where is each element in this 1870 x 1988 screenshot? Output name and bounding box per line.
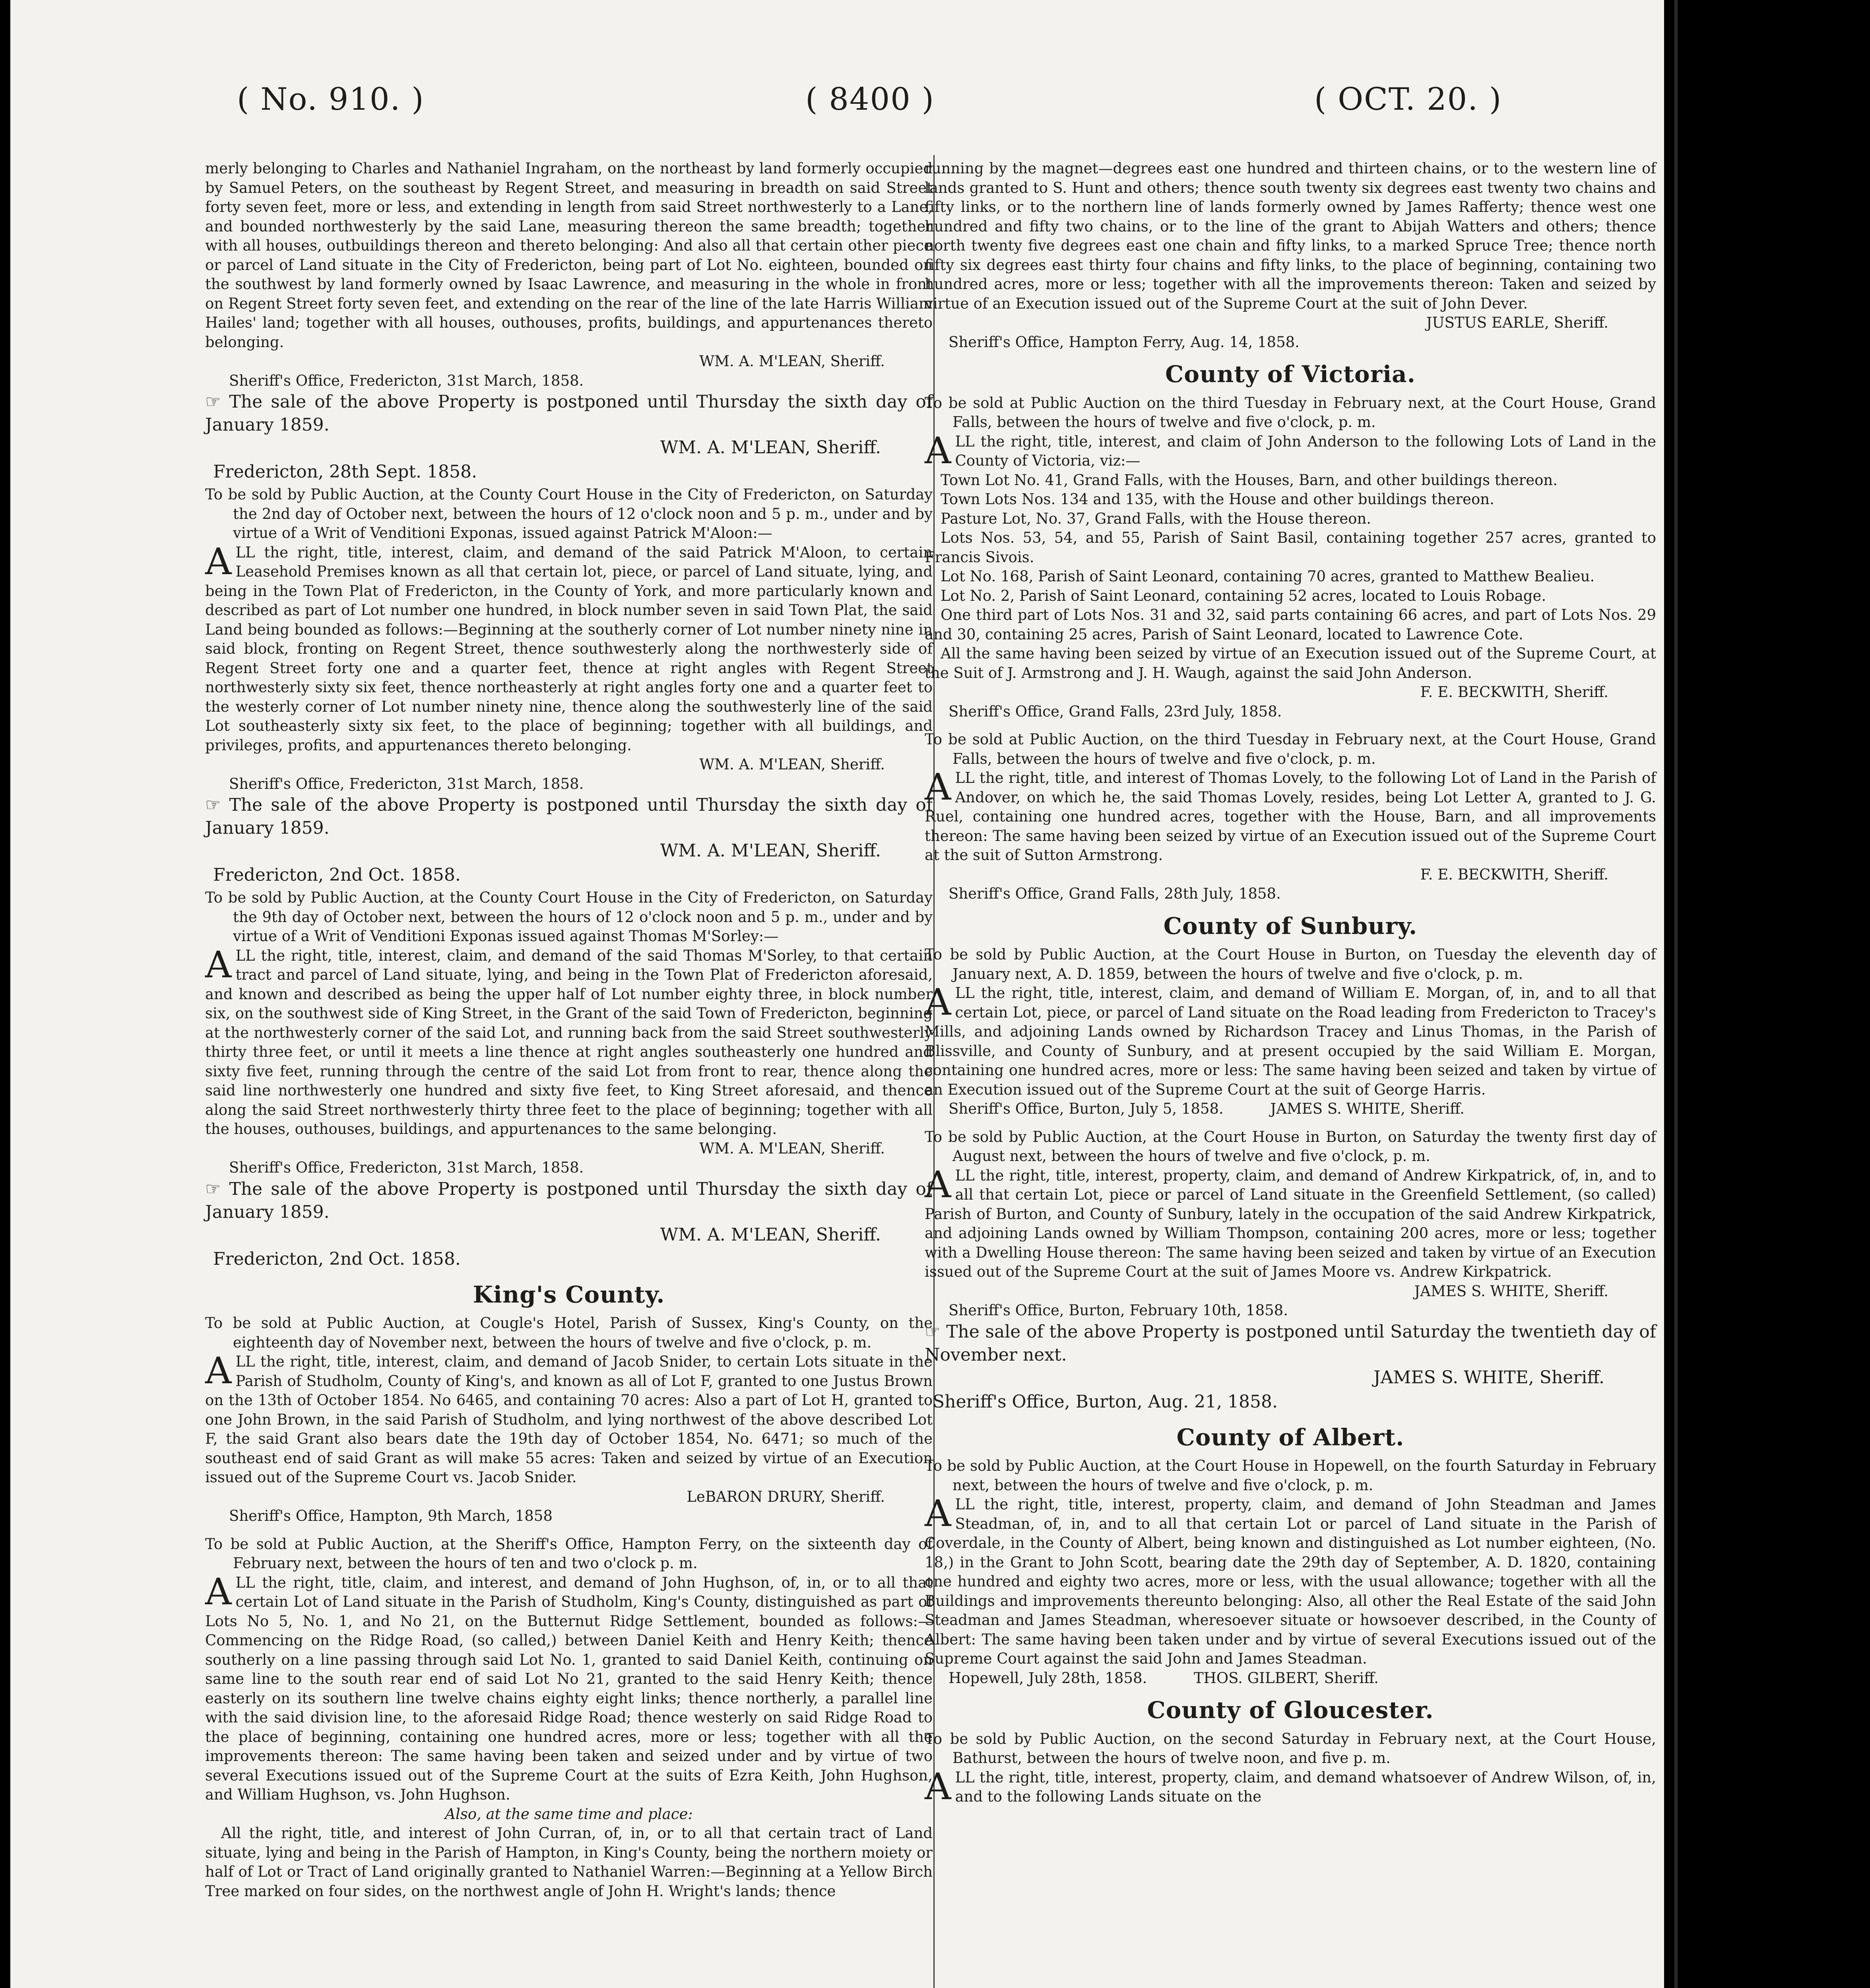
sale-intro: To be sold at Public Auction, at Cougle's Hotel, Parish of Sussex, King's County, on the eighteenth day of November next, between the hours of twelve and five o'clock, p. m. [205,1314,933,1351]
office-date: Sheriff's Office, Burton, July 5, 1858. JAMES S. WHITE, Sheriff. [949,1100,1465,1117]
office-date: Hopewell, July 28th, 1858. THOS. GILBERT, Sheriff. [949,1669,1379,1687]
county-heading: County of Albert. [1176,1423,1404,1451]
notice-body: LL the right, title, and interest of Thomas Lovely, to the following Lot of Land in the Parish of Andover, on which he, the said Thomas Lovely, resides, being Lot Letter A, granted to J. G. Ruel, containing one hundred acres, together with the House, Barn, and all improvements thereon: The same having been seized by virtue of an Execution issued out of the Supreme Court at the suit of Sutton Armstrong. [925,769,1656,864]
notice-body: LL the right, title, interest, property, claim, and demand of Andrew Kirkpatrick, of, in, and to all that certain Lot, piece or parcel of Land situate in the Greenfield Settlement, (so called) Parish of Burton, and County of Sunbury, lately in the occupation of the said Andrew Kirkpatrick, and adjoining Lands owned by William Thompson, containing 200 acres, more or less; together with a Dwelling House thereon: The same having been seized and taken by virtue of an Execution issued out of the Supreme Court at the suit of James Moore vs. Andrew Kirkpatrick. [925,1167,1656,1280]
notice-text: merly belonging to Charles and Nathaniel Ingraham, on the northeast by land formerly occupied by Samuel Peters, on the southeast by Regent Street, and measuring in breadth on said Street forty seven feet, more or less, and extending in length from said Street northwesterly to a Lane, and bounded northwesterly by the said Lane, measuring thereon the same breadth; together with all houses, outbuildings thereon and thereto belonging: And also all that certain other piece or parcel of Land situate in the City of Fredericton, being part of Lot No. eighteen, bounded on the southwest by land formerly owned by Isaac Lawrence, and measuring in the whole in front on Regent Street forty seven feet, and extending on the rear of the line of the late Harris William Hailes' land; together with all houses, outhouses, profits, buildings, and appurtenances thereto belonging. [205,160,933,351]
notice-text [205,1349,933,1487]
notice-body: LL the right, title, interest, property, claim, and demand whatsoever of Andrew Wilson, of, in, and to the following Lands situate on the [955,1769,1656,1805]
also-subheading: Also, at the same time and place: [445,1805,693,1823]
county-heading: County of Victoria. [1165,361,1416,388]
notice-date: Fredericton, 2nd Oct. 1858. [213,1248,461,1269]
sheriff-signature: JUSTUS EARLE, Sheriff. [1426,314,1608,331]
drop-cap: A [925,1163,951,1206]
lot-line: Town Lots Nos. 134 and 135, with the House and other buildings thereon. [941,491,1494,508]
office-date: Sheriff's Office, Burton, February 10th, 1858. [949,1302,1288,1319]
drop-cap: A [205,1570,232,1613]
lot-line: Pasture Lot, No. 37, Grand Falls, with the House thereon. [941,510,1371,527]
notice-text [925,981,1656,1099]
notice-body: LL the right, title, interest, claim, and demand of William E. Morgan, of, in, and to all that certain Lot, piece, or parcel of Land situate on the Road leading from Fredericton to Tracey's Mills, and adjoining Lands owned by Richardson Tracey and Linus Thomas, in the Parish of Blissville, and County of Sunbury, and at present occupied by the said William E. Morgan, containing one hundred acres, more or less: The same having been seized and taken by virtue of an Execution issued out of the Supreme Court at the suit of George Harris. [925,984,1656,1098]
notice-body: LL the right, title, interest, claim, and demand of the said Patrick M'Aloon, to certain Leasehold Premises known as all that certain lot, piece, or parcel of Land situate, lying, and being in the Town Plat of Fredericton, in the County of York, and more particularly known and described as part of Lot number one hundred, in block number seven in said Town Plat, the said Land being bounded as follows:—Beginning at the southerly corner of Lot number ninety nine in said block, fronting on Regent Street, thence southwesterly along the northwesterly side of Regent Street forty one and a quarter feet, thence at right angles with Regent Street northwesterly sixty six feet, thence northeasterly at right angles forty one and a quarter feet to the westerly corner of Lot number ninety nine, thence along the southwesterly line of the said Lot southeasterly sixty six feet, to the place of beginning; together with all buildings, and privileges, profits, and appurtenances thereto belonging. [205,544,933,754]
sale-intro: To be sold by Public Auction, at the County Court House in the City of Fredericton, on Saturday the 2nd day of October next, between the hours of 12 o'clock noon and 5 p. m., under and by virtue of a Writ of Venditioni Exponas, issued against Patrick M'Aloon:— [205,486,933,542]
drop-cap: A [925,981,951,1023]
lot-line: All the same having been seized by virtue of an Execution issued out of the Supreme Court, at the Suit of J. Armstrong and J. H. Waugh, against the said John Anderson. [925,645,1656,681]
sale-intro: To be sold at Public Auction, on the third Tuesday in February next, at the Court House, Grand Falls, between the hours of twelve and five o'clock, p. m. [925,731,1656,767]
office-date: Sheriff's Office, Grand Falls, 23rd July, 1858. [949,703,1282,720]
sale-intro: To be sold at Public Auction, at the Sheriff's Office, Hampton Ferry, on the sixteenth day of February next, between the hours of ten and two o'clock p. m. [205,1535,933,1572]
lot-line: Lots Nos. 53, 54, and 55, Parish of Saint Basil, containing together 257 acres, granted to Francis Sivois. [925,529,1656,566]
sale-intro: To be sold by Public Auction, at the Court House in Burton, on Tuesday the eleventh day of January next, A. D. 1859, between the hours of twelve and five o'clock, p. m. [925,946,1656,982]
office-date: Sheriff's Office, Grand Falls, 28th July, 1858. [949,885,1281,902]
lot-line: One third part of Lots Nos. 31 and 32, said parts containing 66 acres, and part of Lots Nos. 29 and 30, containing 25 acres, Parish of Saint Leonard, located to Lawrence Cote. [925,606,1656,643]
page-edge [1674,0,1678,1988]
drop-cap: A [205,943,232,986]
notice-text: All the right, title, and interest of John Curran, of, in, or to all that certain tract of Land situate, lying and being in the Parish of Hampton, in King's County, being the northern moiety or half of Lot or Tract of Land originally granted to Nathaniel Warren:—Beginning at a Yellow Birch Tree marked on four sides, on the northwest angle of John H. Wright's lands; thence [205,1825,933,1900]
notice-text [925,1492,1656,1669]
drop-cap: A [205,540,232,583]
drop-cap: A [205,1349,232,1392]
notice-text [205,540,933,755]
drop-cap: A [925,429,951,472]
notice-text [925,1163,1656,1282]
lot-line: Lot No. 2, Parish of Saint Leonard, containing 52 acres, located to Louis Robage. [941,587,1546,604]
sale-intro: To be sold by Public Auction, at the Court House in Burton, on Saturday the twenty first day of August next, between the hours of twelve and five o'clock, p. m. [925,1128,1656,1165]
notice-body: LL the right, title, interest, claim, and demand of Jacob Snider, to certain Lots situate in the Parish of Studholm, County of King's, and known as all of Lot F, granted to one Justus Brown on the 13th of October 1854. No 6465, and containing 70 acres: Also a part of Lot H, granted to one John Brown, in the said Parish of Studholm, and lying northwest of the above described Lot F, the said Grant also bears date the 19th day of October 1854, No. 6471; so much of the southeast end of said Grant as will make 55 acres: Taken and seized by virtue of an Execution issued out of the Supreme Court vs. Jacob Snider. [205,1353,933,1486]
sale-intro: To be sold by Public Auction, at the County Court House in the City of Fredericton, on Saturday the 9th day of October next, between the hours of 12 o'clock noon and 5 p. m., under and by virtue of a Writ of Venditioni Exponas issued against Thomas M'Sorley:— [205,889,933,945]
drop-cap: A [925,766,951,808]
notice-body: LL the right, title, interest, claim, and demand of the said Thomas M'Sorley, to that certain tract and parcel of Land situate, lying, and being in the Town Plat of Fredericton aforesaid, and known and described as being the upper half of Lot number eighty three, in block number six, on the southwest side of King Street, in the Grant of the said Town of Fredericton, beginning at the northwesterly corner of the said Lot, and running back from the said Street southwesterly thirty three feet, or until it meets a line thence at right angles southeasterly one hundred and sixty five feet, running through the centre of the said Lot from front to rear, thence along the said line northwesterly one hundred and sixty five feet, to King Street aforesaid, and thence along the said Street northwesterly thirty three feet to the place of beginning; together with all the houses, outhouses, buildings, and appurtenances to the same belonging. [205,947,933,1138]
postponement-notice: ☞ The sale of the above Property is postponed until Thursday the sixth day of January 1859. [205,795,933,838]
sheriff-signature: JAMES S. WHITE, Sheriff. [1414,1282,1608,1300]
notice-text [205,1570,933,1805]
lot-line: Lot No. 168, Parish of Saint Leonard, containing 70 acres, granted to Matthew Bealieu. [941,568,1595,585]
notice-text [925,429,1656,472]
office-date: Sheriff's Office, Hampton, 9th March, 1858 [229,1507,553,1524]
lot-line: Town Lot No. 41, Grand Falls, with the Houses, Barn, and other buildings thereon. [941,471,1558,489]
sheriff-signature: LeBARON DRURY, Sheriff. [687,1488,885,1505]
sheriff-signature: F. E. BECKWITH, Sheriff. [1420,866,1608,883]
postponement-notice: ☞ The sale of the above Property is postponed until Thursday the sixth day of January 1859. [205,392,933,435]
issue-date: ( OCT. 20. ) [1314,82,1502,117]
left-column [205,159,933,1901]
office-date: Sheriff's Office, Fredericton, 31st March, 1858. [229,372,584,389]
notice-date: Fredericton, 28th Sept. 1858. [213,462,477,482]
notice-text [925,766,1656,865]
office-date: Sheriff's Office, Fredericton, 31st March, 1858. [229,1159,584,1176]
postponement-notice: ☞ The sale of the above Property is postponed until Saturday the twentieth day of November next. [925,1321,1656,1365]
county-heading: County of Gloucester. [1147,1697,1434,1724]
county-heading: King's County. [473,1281,665,1308]
newspaper-page [10,0,1664,1988]
sheriff-signature: JAMES S. WHITE, Sheriff. [1373,1367,1604,1388]
sale-intro: To be sold by Public Auction, on the second Saturday in February next, at the Court House, Bathurst, between the hours of twelve noon, and five p. m. [925,1730,1656,1767]
notice-text [925,1765,1656,1808]
sheriff-signature: WM. A. M'LEAN, Sheriff. [699,756,885,773]
sheriff-signature: WM. A. M'LEAN, Sheriff. [699,353,885,370]
drop-cap: A [925,1492,951,1535]
issue-number: ( No. 910. ) [237,82,425,117]
notice-text [205,943,933,1139]
notice-body: LL the right, title, claim, and interest, and demand of John Hughson, of, in, or to all that certain Lot of Land situate in the Parish of Studholm, King's County, distinguished as part of Lots No 5, No. 1, and No 21, on the Butternut Ridge Settlement, bounded as follows:—Commencing on the Ridge Road, (so called,) between Daniel Keith and Henry Keith; thence southerly on a line passing through said Lot No. 1, granted to said Daniel Keith, continuing on same line to the south rear end of said Lot No 21, granted to the said Henry Keith; thence easterly on its southern line twelve chains eighty eight links; thence northerly, a parallel line with the said division line, to the aforesaid Ridge Road; thence westerly on said Ridge Road to the place of beginning, containing one hundred acres, more or less; together with all the improvements thereon: The same having been taken and seized under and by virtue of two several Executions issued out of the Supreme Court at the suits of Ezra Keith, John Hughson, and William Hughson, vs. John Hughson. [205,1574,933,1803]
sale-intro: To be sold at Public Auction on the third Tuesday in February next, at the Court House, Grand Falls, between the hours of twelve and five o'clock, p. m. [925,394,1656,431]
notice-date: Sheriff's Office, Burton, Aug. 21, 1858. [933,1391,1278,1412]
sheriff-signature: WM. A. M'LEAN, Sheriff. [660,1224,881,1245]
page-number: ( 8400 ) [805,82,935,117]
sheriff-signature: WM. A. M'LEAN, Sheriff. [699,1140,885,1157]
drop-cap: A [925,1765,951,1808]
postponement-notice: ☞ The sale of the above Property is postponed until Thursday the sixth day of January 1859. [205,1178,933,1222]
county-heading: County of Sunbury. [1163,912,1418,940]
notice-date: Fredericton, 2nd Oct. 1858. [213,865,461,885]
notice-body: LL the right, title, interest, and claim of John Anderson to the following Lots of Land in the County of Victoria, viz:— [955,433,1656,469]
sheriff-signature: F. E. BECKWITH, Sheriff. [1420,683,1608,701]
sale-intro: To be sold by Public Auction, at the Court House in Hopewell, on the fourth Saturday in February next, between the hours of twelve and five o'clock, p. m. [925,1457,1656,1494]
sheriff-signature: WM. A. M'LEAN, Sheriff. [660,437,881,458]
notice-text: running by the magnet—degrees east one hundred and thirteen chains, or to the western line of lands granted to S. Hunt and others; thence south twenty six degrees east twenty two chains and fifty links, or to the northern line of lands formerly owned by James Rafferty; thence west one hundred and fifty two chains, or to the line of the grant to Abijah Watters and others; thence north twenty five degrees east one chain and fifty links, to a marked Spruce Tree; thence north fifty six degrees east thirty four chains and fifty links, to the place of beginning, containing two hundred acres, more or less; together with all the improvements thereon: Taken and seized by virtue of an Execution issued out of the Supreme Court at the suit of John Dever. [925,160,1656,312]
sheriff-signature: WM. A. M'LEAN, Sheriff. [660,841,881,861]
office-date: Sheriff's Office, Hampton Ferry, Aug. 14, 1858. [949,333,1300,351]
office-date: Sheriff's Office, Fredericton, 31st March, 1858. [229,775,584,792]
right-column [925,159,1656,1807]
notice-body: LL the right, title, interest, property, claim, and demand of John Steadman and James Steadman, of, in, and to all that certain Lot or parcel of Land situate in the Parish of Coverdale, in the County of Albert, being known and distinguished as Lot number eighteen, (No. 18,) in the Grant to John Scott, bearing date the 29th day of September, A. D. 1820, containing one hundred and eighty two acres, more or less, with the usual allowance; together with all the Buildings and improvements thereunto belonging: Also, all other the Real Estate of the said John Steadman and James Steadman, wheresoever situate or howsoever described, in the County of Albert: The same having been taken under and by virtue of several Executions issued out of the Supreme Court against the said John and James Steadman. [925,1496,1656,1667]
